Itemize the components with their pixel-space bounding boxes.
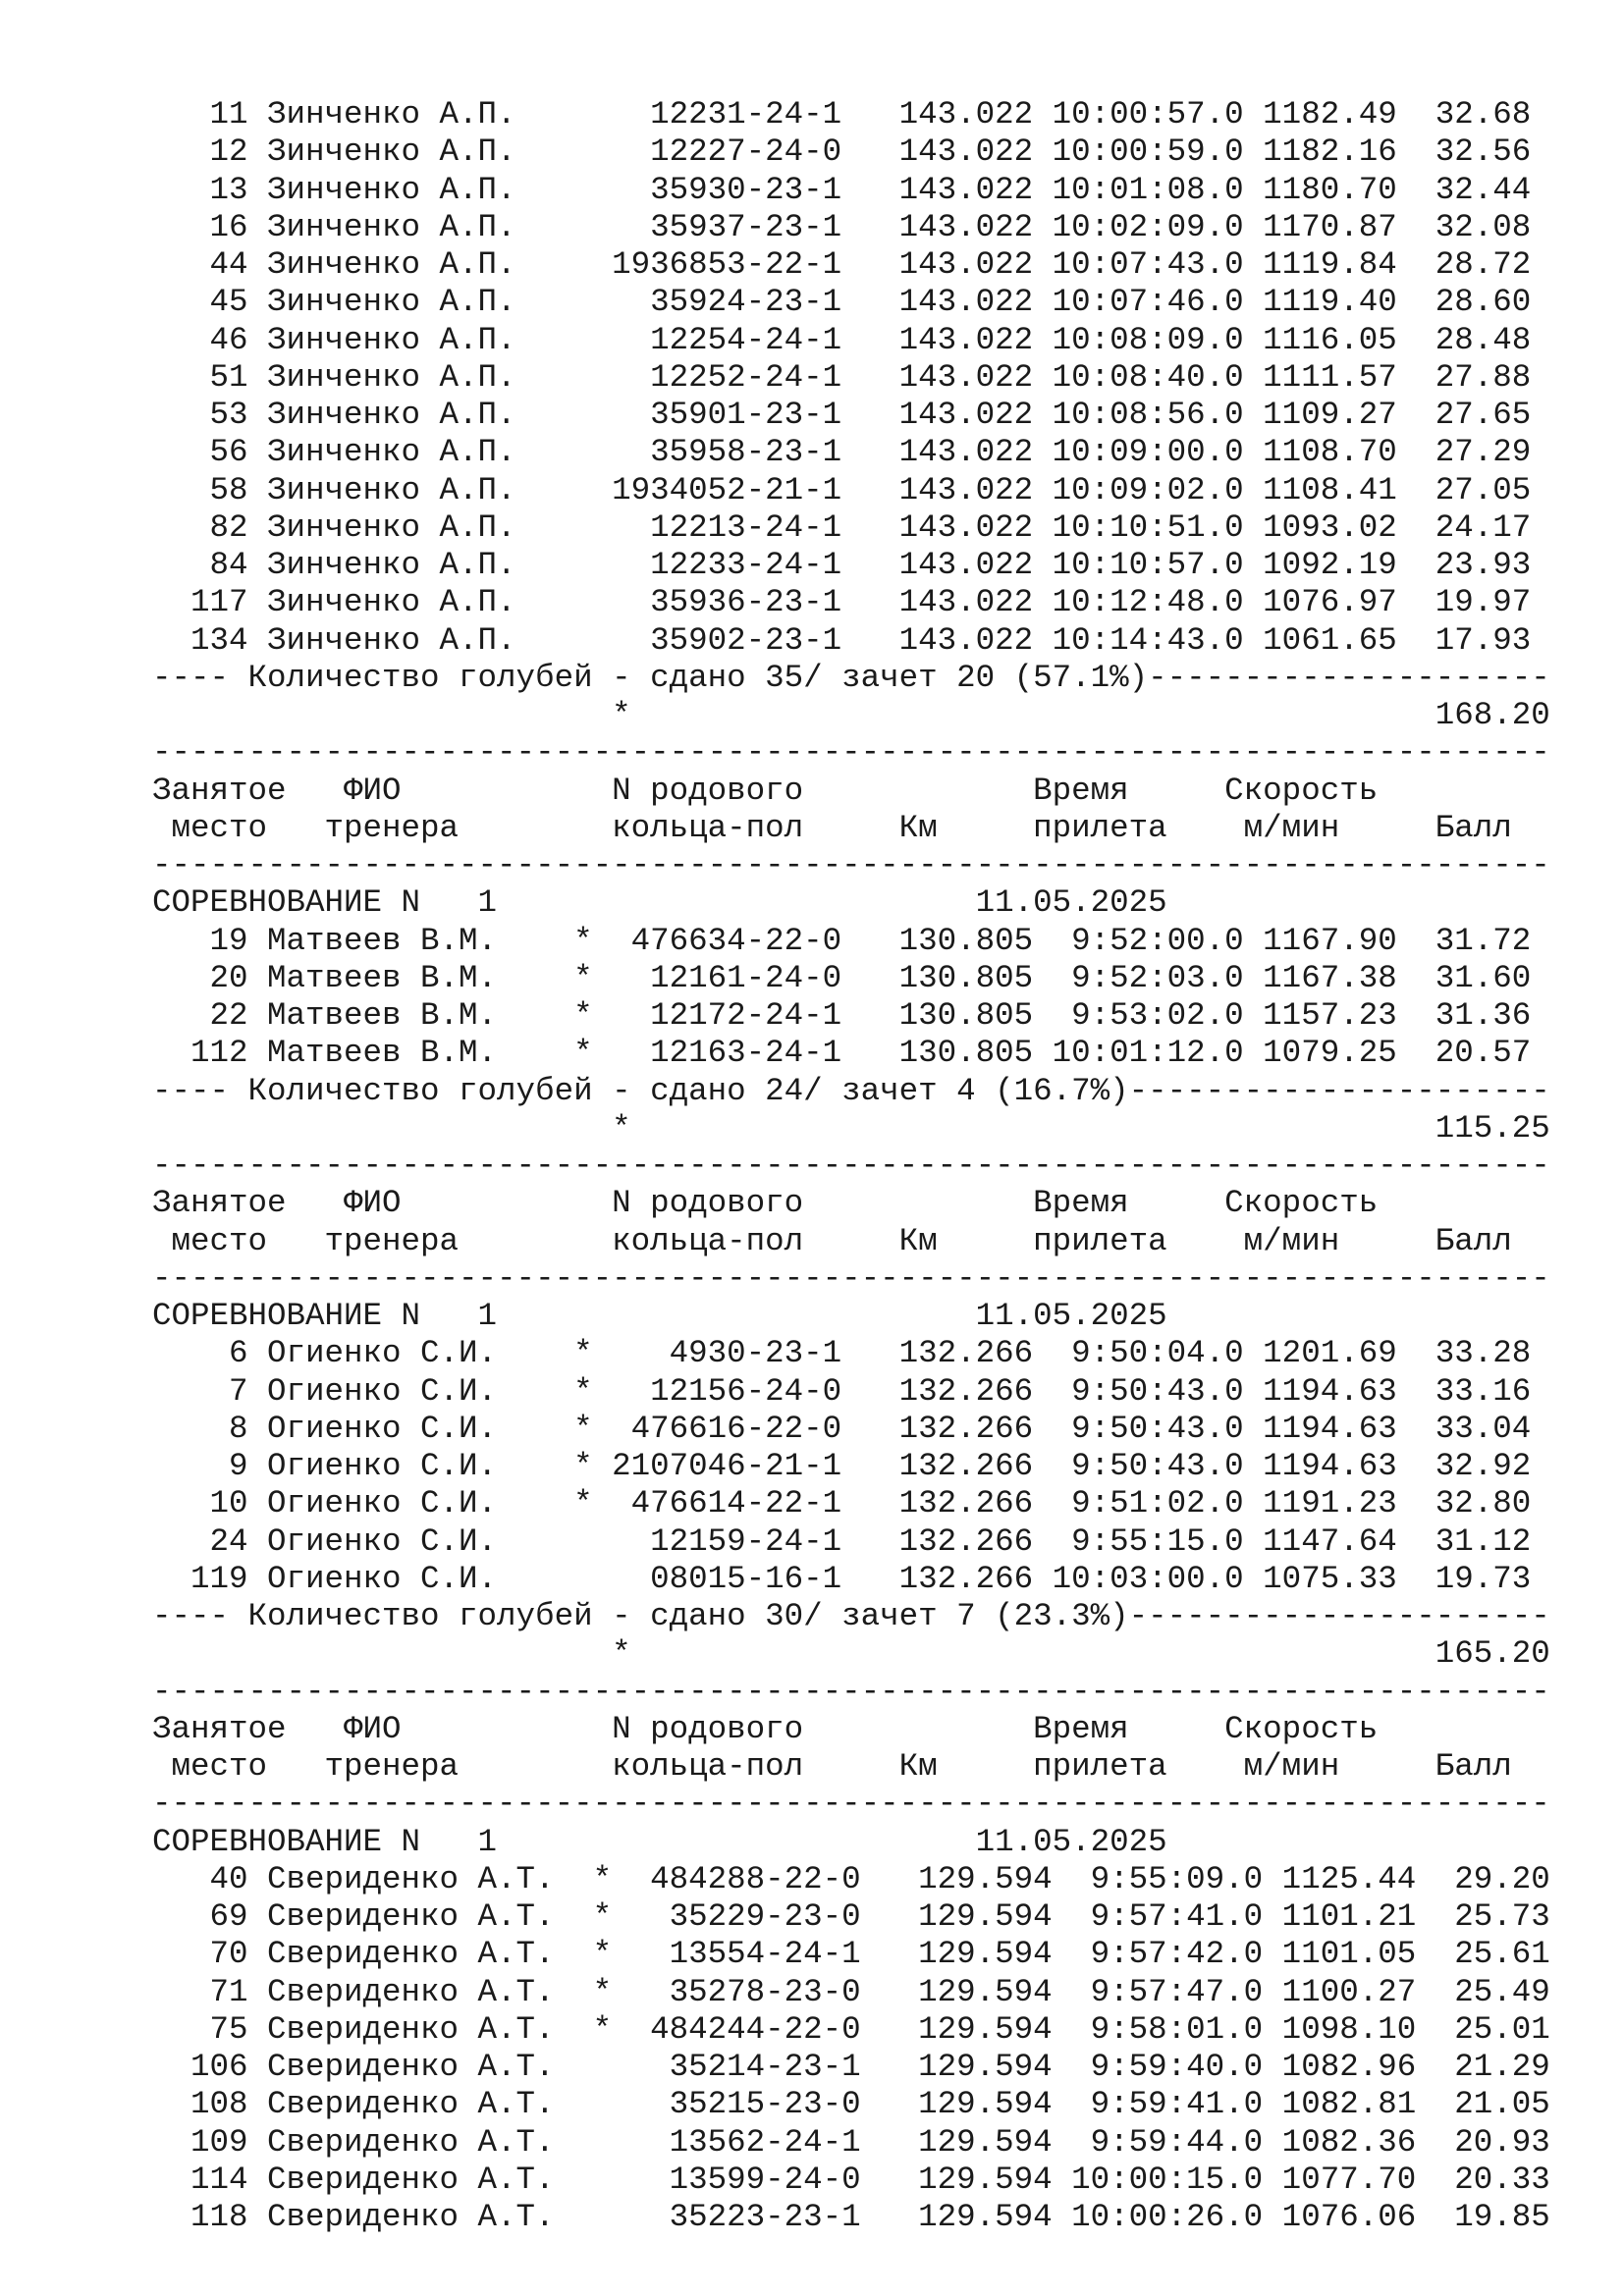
report-line: 53 Зинченко А.П. 35901-23-1 143.022 10:08:56.0 1109.27 27.65 xyxy=(152,397,1532,433)
report-line: 56 Зинченко А.П. 35958-23-1 143.022 10:09:00.0 1108.70 27.29 xyxy=(152,434,1532,471)
report-line: 71 Свериденко А.Т. * 35278-23-0 129.594 9:57:47.0 1100.27 25.49 xyxy=(152,1973,1550,2010)
report-line: ------------------------------------------------------------------------- xyxy=(152,1259,1550,1297)
report-line: место тренера кольца-пол Км прилета м/мин Балл xyxy=(152,1748,1512,1785)
report-line: место тренера кольца-пол Км прилета м/мин Балл xyxy=(152,809,1512,846)
results-document xyxy=(152,96,1550,2236)
report-line: 12 Зинченко А.П. 12227-24-0 143.022 10:00:59.0 1182.16 32.56 xyxy=(152,133,1532,171)
report-line: 19 Матвеев В.М. * 476634-22-0 130.805 9:52:00.0 1167.90 31.72 xyxy=(152,922,1532,959)
report-line: * 165.20 xyxy=(152,1635,1550,1673)
report-line: 51 Зинченко А.П. 12252-24-1 143.022 10:08:40.0 1111.57 27.88 xyxy=(152,358,1532,396)
report-line: Занятое ФИО N родового Время Скорость xyxy=(152,772,1379,809)
report-line: 112 Матвеев В.М. * 12163-24-1 130.805 10:01:12.0 1079.25 20.57 xyxy=(152,1035,1532,1072)
report-line: Занятое ФИО N родового Время Скорость xyxy=(152,1185,1379,1222)
report-line: 106 Свериденко А.Т. 35214-23-1 129.594 9:59:40.0 1082.96 21.29 xyxy=(152,2049,1550,2085)
report-line: ---- Количество голубей - сдано 30/ зачет 7 (23.3%)---------------------- xyxy=(152,1598,1550,1634)
report-line: 119 Огиенко С.И. 08015-16-1 132.266 10:03:00.0 1075.33 19.73 xyxy=(152,1560,1532,1597)
report-line: 11 Зинченко А.П. 12231-24-1 143.022 10:00:57.0 1182.49 32.68 xyxy=(152,96,1532,133)
report-line: 82 Зинченко А.П. 12213-24-1 143.022 10:10:51.0 1093.02 24.17 xyxy=(152,508,1532,546)
report-line: место тренера кольца-пол Км прилета м/мин Балл xyxy=(152,1222,1512,1259)
report-line: 44 Зинченко А.П. 1936853-22-1 143.022 10:07:43.0 1119.84 28.72 xyxy=(152,246,1532,283)
report-line: 58 Зинченко А.П. 1934052-21-1 143.022 10:09:02.0 1108.41 27.05 xyxy=(152,471,1532,508)
report-line: 70 Свериденко А.Т. * 13554-24-1 129.594 9:57:42.0 1101.05 25.61 xyxy=(152,1936,1550,1973)
report-line: СОРЕВНОВАНИЕ N 1 11.05.2025 xyxy=(152,884,1167,922)
report-line: 13 Зинченко А.П. 35930-23-1 143.022 10:01:08.0 1180.70 32.44 xyxy=(152,171,1532,208)
report-line: 7 Огиенко С.И. * 12156-24-0 132.266 9:50:43.0 1194.63 33.16 xyxy=(152,1372,1532,1410)
report-line: 69 Свериденко А.Т. * 35229-23-0 129.594 9:57:41.0 1101.21 25.73 xyxy=(152,1898,1550,1935)
report-line: СОРЕВНОВАНИЕ N 1 11.05.2025 xyxy=(152,1823,1167,1860)
report-line: * 168.20 xyxy=(152,697,1550,733)
report-line: ---- Количество голубей - сдано 24/ зачет 4 (16.7%)---------------------- xyxy=(152,1072,1550,1109)
report-line: 20 Матвеев В.М. * 12161-24-0 130.805 9:52:03.0 1167.38 31.60 xyxy=(152,959,1532,996)
report-line: 109 Свериденко А.Т. 13562-24-1 129.594 9:59:44.0 1082.36 20.93 xyxy=(152,2123,1550,2161)
report-line: ------------------------------------------------------------------------- xyxy=(152,734,1550,772)
report-line: ------------------------------------------------------------------------- xyxy=(152,1673,1550,1710)
report-line: 45 Зинченко А.П. 35924-23-1 143.022 10:07:46.0 1119.40 28.60 xyxy=(152,284,1532,321)
report-line: 118 Свериденко А.Т. 35223-23-1 129.594 10:00:26.0 1076.06 19.85 xyxy=(152,2199,1550,2235)
report-line: * 115.25 xyxy=(152,1109,1550,1147)
report-line: ------------------------------------------------------------------------- xyxy=(152,847,1550,883)
report-line: ---- Количество голубей - сдано 35/ зачет 20 (57.1%)--------------------- xyxy=(152,659,1550,696)
report-line: 108 Свериденко А.Т. 35215-23-0 129.594 9:59:41.0 1082.81 21.05 xyxy=(152,2086,1550,2123)
report-line: 84 Зинченко А.П. 12233-24-1 143.022 10:10:57.0 1092.19 23.93 xyxy=(152,547,1532,583)
report-line: 75 Свериденко А.Т. * 484244-22-0 129.594 9:58:01.0 1098.10 25.01 xyxy=(152,2010,1550,2048)
report-line: 6 Огиенко С.И. * 4930-23-1 132.266 9:50:04.0 1201.69 33.28 xyxy=(152,1335,1532,1372)
report-line: 134 Зинченко А.П. 35902-23-1 143.022 10:14:43.0 1061.65 17.93 xyxy=(152,621,1532,659)
report-line: ------------------------------------------------------------------------- xyxy=(152,1148,1550,1184)
report-line: 117 Зинченко А.П. 35936-23-1 143.022 10:12:48.0 1076.97 19.97 xyxy=(152,584,1532,621)
report-line: 10 Огиенко С.И. * 476614-22-1 132.266 9:51:02.0 1191.23 32.80 xyxy=(152,1485,1532,1522)
report-line: ------------------------------------------------------------------------- xyxy=(152,1786,1550,1823)
report-line: 46 Зинченко А.П. 12254-24-1 143.022 10:08:09.0 1116.05 28.48 xyxy=(152,321,1532,358)
report-line: 9 Огиенко С.И. * 2107046-21-1 132.266 9:50:43.0 1194.63 32.92 xyxy=(152,1448,1532,1484)
report-line: 8 Огиенко С.И. * 476616-22-0 132.266 9:50:43.0 1194.63 33.04 xyxy=(152,1410,1532,1447)
report-line: 22 Матвеев В.М. * 12172-24-1 130.805 9:53:02.0 1157.23 31.36 xyxy=(152,997,1532,1034)
report-line: 40 Свериденко А.Т. * 484288-22-0 129.594 9:55:09.0 1125.44 29.20 xyxy=(152,1860,1550,1897)
report-line: Занятое ФИО N родового Время Скорость xyxy=(152,1710,1379,1747)
report-line: 24 Огиенко С.И. 12159-24-1 132.266 9:55:15.0 1147.64 31.12 xyxy=(152,1522,1532,1560)
report-line: СОРЕВНОВАНИЕ N 1 11.05.2025 xyxy=(152,1298,1167,1334)
report-line: 114 Свериденко А.Т. 13599-24-0 129.594 10:00:15.0 1077.70 20.33 xyxy=(152,2161,1550,2198)
report-line: 16 Зинченко А.П. 35937-23-1 143.022 10:02:09.0 1170.87 32.08 xyxy=(152,208,1532,245)
